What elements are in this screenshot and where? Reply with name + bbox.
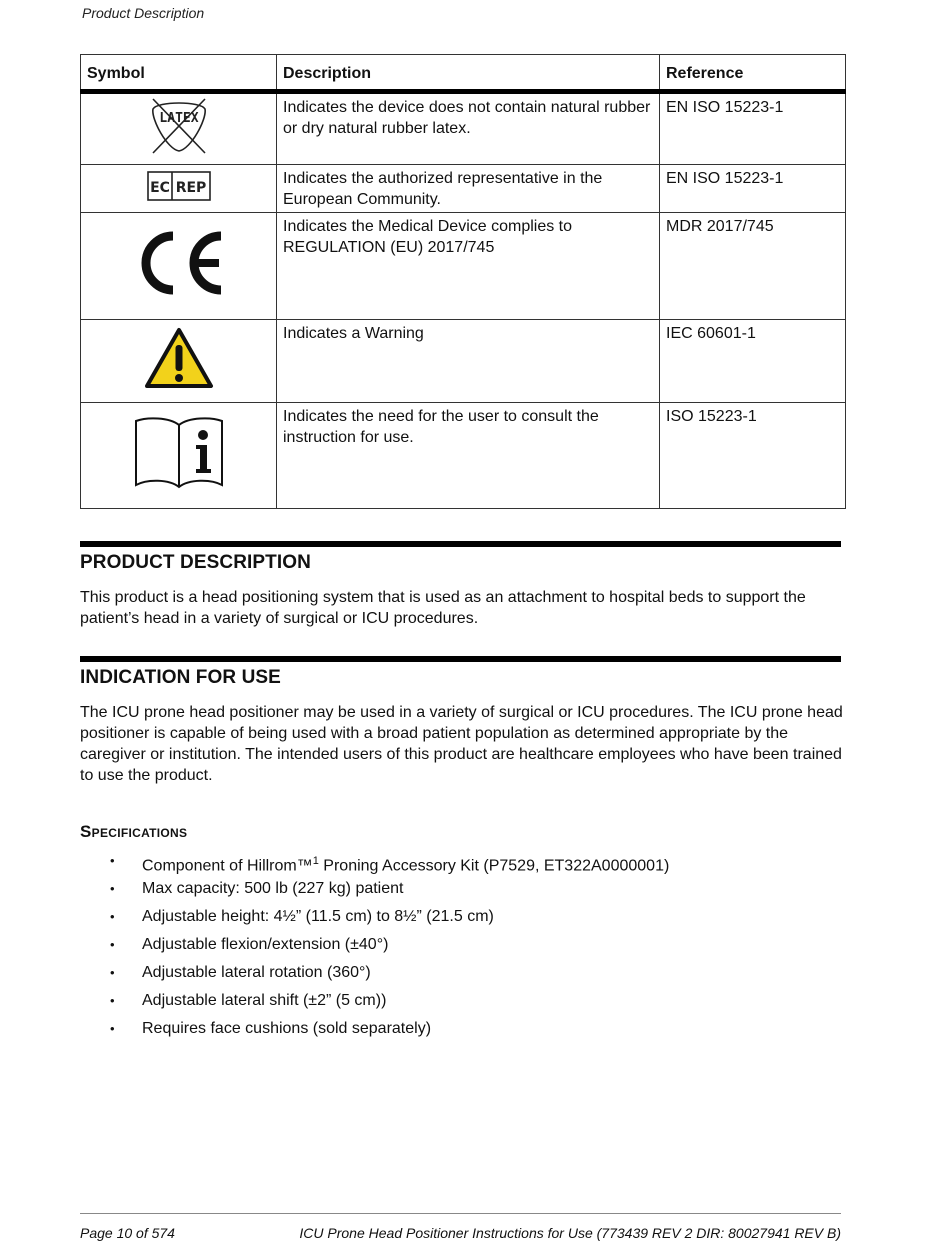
footer-divider xyxy=(80,1213,841,1214)
footnote-marker: 1 xyxy=(312,855,319,867)
symbols-table xyxy=(80,54,846,509)
table-row xyxy=(81,165,846,213)
reference-cell: EN ISO 15223-1 xyxy=(660,165,846,213)
list-item: • Adjustable lateral rotation (360°) xyxy=(110,961,830,989)
table-row xyxy=(81,213,846,320)
specifications-heading: Specifications xyxy=(80,822,188,841)
symbol-cell xyxy=(81,403,277,509)
list-item: • Adjustable lateral shift (±2” (5 cm)) xyxy=(110,989,830,1017)
list-item: • Max capacity: 500 lb (227 kg) patient xyxy=(110,877,830,905)
page-number: Page 10 of 574 xyxy=(80,1225,175,1241)
running-head: Product Description xyxy=(82,5,205,21)
list-item: • Adjustable height: 4½” (11.5 cm) to 8½” (21.5 cm) xyxy=(110,905,830,933)
warning-icon xyxy=(144,327,214,389)
column-header-reference: Reference xyxy=(660,55,846,92)
description-cell: Indicates the authorized representative in the European Community. xyxy=(277,165,660,213)
product-description-heading: PRODUCT DESCRIPTION xyxy=(80,552,311,573)
description-cell: Indicates the need for the user to consult the instruction for use. xyxy=(277,403,660,509)
latex-label: LATEX xyxy=(158,111,199,126)
list-item xyxy=(110,849,830,877)
symbol-cell xyxy=(81,320,277,403)
svg-text:REP: REP xyxy=(175,179,206,196)
indication-for-use-text: The ICU prone head positioner may be used in a variety of surgical or ICU procedures. The ICU prone head positioner is capable of being used with a broad patient population as determined appropriate by the caregiver or institution. The intended users of this product are healthcare employees who have been trained to use the product. xyxy=(80,704,843,784)
list-item: • Adjustable flexion/extension (±40°) xyxy=(110,933,830,961)
specifications-list xyxy=(110,849,830,1045)
reference-cell: MDR 2017/745 xyxy=(660,213,846,320)
reference-cell: ISO 15223-1 xyxy=(660,403,846,509)
document-id: ICU Prone Head Positioner Instructions for Use (773439 REV 2 DIR: 80027941 REV B) xyxy=(299,1225,841,1241)
product-description-text: This product is a head positioning system that is used as an attachment to hospital beds to support the patient’s head in a variety of surgical or ICU procedures. xyxy=(80,589,806,627)
consult-instructions-icon xyxy=(133,415,225,491)
indication-for-use-heading: INDICATION FOR USE xyxy=(80,667,281,688)
svg-text:EC: EC xyxy=(149,179,170,196)
latex-free-icon xyxy=(147,97,211,155)
reference-cell: EN ISO 15223-1 xyxy=(660,92,846,165)
list-item: • Requires face cushions (sold separately) xyxy=(110,1017,830,1045)
section-divider xyxy=(80,541,841,547)
symbol-cell xyxy=(81,165,277,213)
table-row xyxy=(81,320,846,403)
table-header-row xyxy=(81,55,846,92)
description-cell: Indicates the Medical Device complies to REGULATION (EU) 2017/745 xyxy=(277,213,660,320)
description-cell: Indicates a Warning xyxy=(277,320,660,403)
table-row xyxy=(81,92,846,165)
ce-mark-icon xyxy=(131,228,227,298)
spec-text: Component of Hillrom™ xyxy=(142,857,313,875)
column-header-description: Description xyxy=(277,55,660,92)
symbol-cell xyxy=(81,213,277,320)
spec-text: Proning Accessory Kit (P7529, ET322A0000001) xyxy=(318,857,670,875)
ec-rep-icon xyxy=(147,170,211,202)
description-cell: Indicates the device does not contain natural rubber or dry natural rubber latex. xyxy=(277,92,660,165)
column-header-symbol: Symbol xyxy=(81,55,277,92)
reference-cell: IEC 60601-1 xyxy=(660,320,846,403)
section-divider xyxy=(80,656,841,662)
table-row xyxy=(81,403,846,509)
symbol-cell xyxy=(81,92,277,165)
